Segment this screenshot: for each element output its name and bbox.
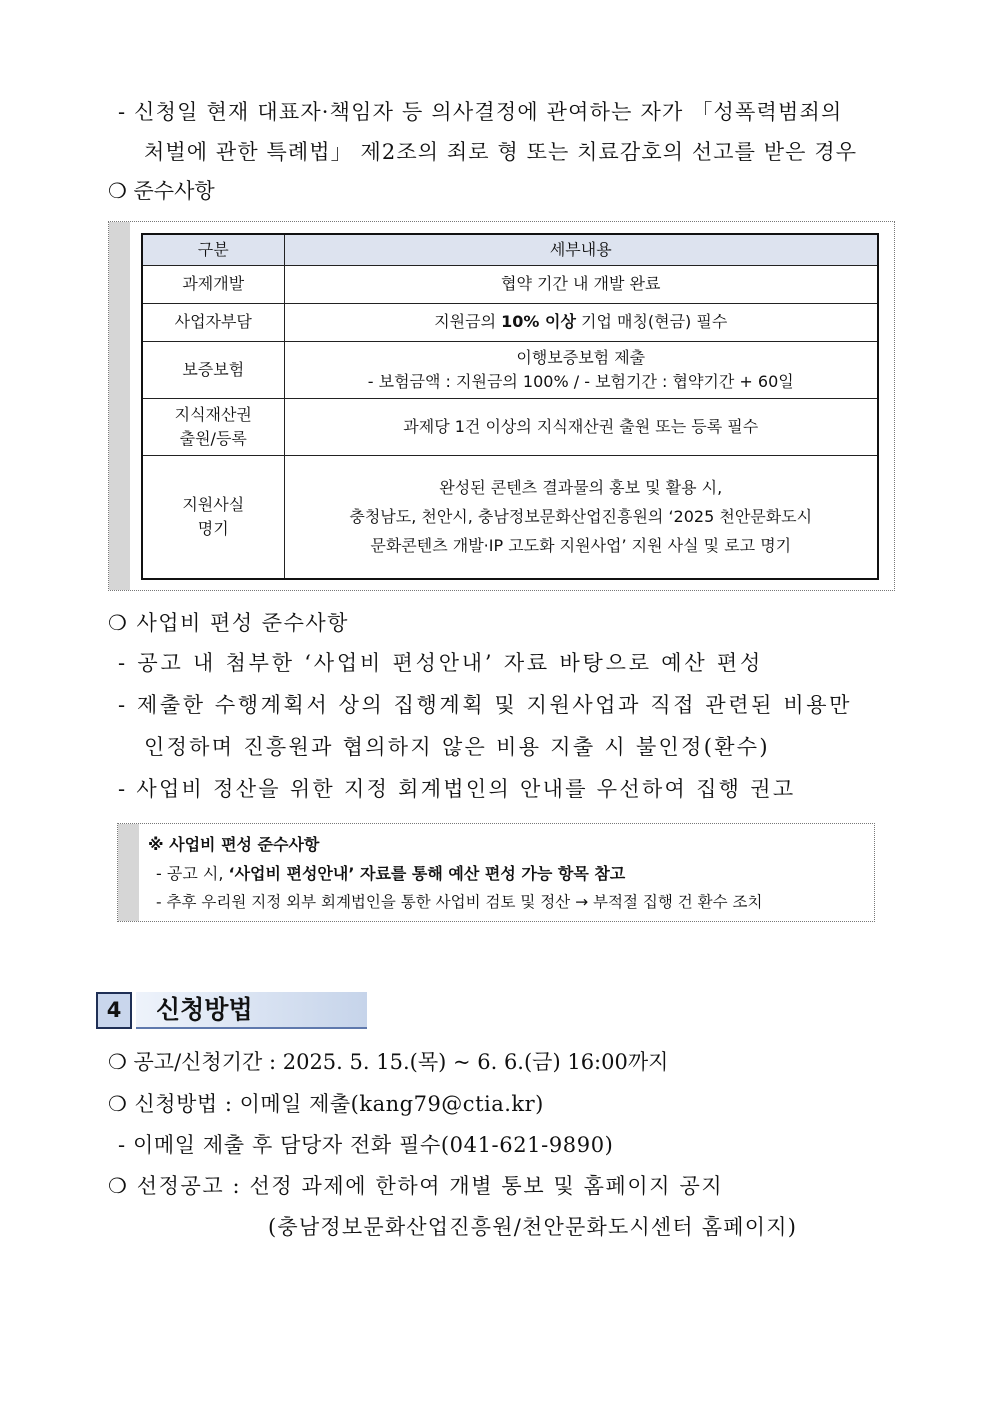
notice-text: - 공고 시, <box>156 864 229 883</box>
table-row <box>142 398 878 455</box>
table-header-row <box>142 234 878 265</box>
budget-item-3: - 사업비 정산을 위한 지정 회계법인의 안내를 우선하여 집행 권고 <box>118 777 796 801</box>
detail-line: - 보험금액 : 지원금의 100% / - 보험기간 : 협약기간 + 60일 <box>367 371 794 391</box>
label-line: 지원사실 <box>182 494 245 514</box>
budget-heading: ❍ 사업비 편성 준수사항 <box>108 611 349 635</box>
detail-line: 문화콘텐츠 개발·IP 고도화 지원사업’ 지원 사실 및 로고 명기 <box>370 536 792 556</box>
row-label: 사업자부담 <box>142 303 284 341</box>
row-detail <box>284 341 878 398</box>
detail-text: 기업 매칭(현금) 필수 <box>575 312 728 331</box>
table-row <box>142 265 878 303</box>
notice-bold-text: ‘사업비 편성안내’ 자료를 통해 예산 편성 가능 항목 참고 <box>228 864 626 883</box>
budget-item-2-line-2: 인정하며 진흥원과 협의하지 않은 비용 지출 시 불인정(환수) <box>144 735 770 759</box>
selection-notice: ❍ 선정공고 : 선정 과제에 한하여 개별 통보 및 홈페이지 공지 <box>108 1174 724 1198</box>
notice-line-1 <box>156 861 625 884</box>
section-title: 신청방법 <box>136 992 367 1029</box>
header-detail: 세부내용 <box>284 234 878 265</box>
row-label: 과제개발 <box>142 265 284 303</box>
intro-line-2: 처벌에 관한 특례법」 제2조의 죄로 형 또는 치료감호의 선고를 받은 경우 <box>144 140 858 164</box>
row-detail <box>284 455 878 579</box>
application-period: ❍ 공고/신청기간 : 2025. 5. 15.(목) ~ 6. 6.(금) 16:00까지 <box>108 1050 669 1074</box>
detail-line: 충청남도, 천안시, 충남정보문화산업진흥원의 ‘2025 천안문화도시 <box>349 507 813 527</box>
row-label <box>142 455 284 579</box>
label-line: 출원/등록 <box>179 428 247 448</box>
label-line: 명기 <box>197 518 229 538</box>
header-category: 구분 <box>142 234 284 265</box>
compliance-table <box>141 233 879 580</box>
box-shade <box>118 824 139 921</box>
detail-bold-text: 10% 이상 <box>501 312 576 331</box>
compliance-box <box>108 221 895 591</box>
budget-item-2-line-1: - 제출한 수행계획서 상의 집행계획 및 지원사업과 직접 관련된 비용만 <box>118 693 852 717</box>
notice-title: ※ 사업비 편성 준수사항 <box>148 835 320 854</box>
notice-line-2: - 추후 우리원 지정 외부 회계법인을 통한 사업비 검토 및 정산 → 부적절 집행 건 환수 조치 <box>156 893 763 911</box>
row-label: 보증보험 <box>142 341 284 398</box>
row-label <box>142 398 284 455</box>
compliance-heading: ❍ 준수사항 <box>108 179 215 203</box>
detail-text: 지원금의 <box>434 312 502 331</box>
intro-line-1: - 신청일 현재 대표자·책임자 등 의사결정에 관여하는 자가 「성폭력범죄의 <box>118 100 843 124</box>
budget-notice-box <box>117 823 875 922</box>
box-shade <box>109 222 130 590</box>
row-detail <box>284 303 878 341</box>
application-method-note: - 이메일 제출 후 담당자 전화 필수(041-621-9890) <box>118 1133 614 1157</box>
section-number: 4 <box>96 992 132 1029</box>
selection-notice-note: (충남정보문화산업진흥원/천안문화도시센터 홈페이지) <box>268 1215 798 1239</box>
detail-line: 이행보증보험 제출 <box>516 347 646 367</box>
label-line: 지식재산권 <box>174 404 252 424</box>
application-method: ❍ 신청방법 : 이메일 제출(kang79@ctia.kr) <box>108 1092 544 1116</box>
detail-line: 완성된 콘텐츠 결과물의 홍보 및 활용 시, <box>439 478 723 498</box>
row-detail: 협약 기간 내 개발 완료 <box>284 265 878 303</box>
table-row <box>142 455 878 579</box>
row-detail: 과제당 1건 이상의 지식재산권 출원 또는 등록 필수 <box>284 398 878 455</box>
budget-item-1: - 공고 내 첨부한 ‘사업비 편성안내’ 자료 바탕으로 예산 편성 <box>118 651 764 675</box>
table-row <box>142 341 878 398</box>
table-row <box>142 303 878 341</box>
